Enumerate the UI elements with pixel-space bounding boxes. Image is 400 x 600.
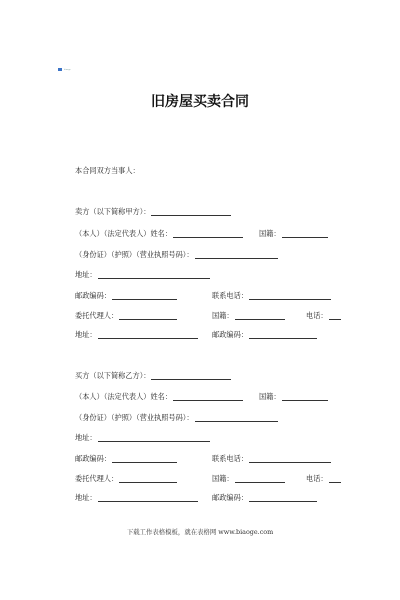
buyer-phone-line [306,474,341,483]
seller-contact-phone-line [212,291,331,300]
seller-agent-label: 委托代理人： [75,311,119,320]
seller-nationality-line [259,229,328,238]
seller-address-line [75,270,210,279]
buyer-postcode-line [75,454,177,463]
buyer-id-label: （身份证）（护照）（营业执照号码）： [75,413,194,422]
buyer-agent-address-label: 地址： [75,493,97,502]
seller-name-line [75,229,243,238]
seller-nationality-field[interactable] [282,230,328,238]
buyer-agent-postcode-label: 邮政编码： [212,493,248,502]
seller-id-line [75,250,278,259]
buyer-agent-postcode-line [212,493,317,502]
seller-agent-nationality-line [212,311,285,320]
buyer-phone-field[interactable] [329,475,341,483]
seller-id-label: （身份证）（护照）（营业执照号码）： [75,250,194,259]
seller-agent-postcode-label: 邮政编码： [212,330,248,339]
buyer-address-field[interactable] [98,434,210,442]
seller-id-field[interactable] [195,251,278,259]
seller-agent-address-field[interactable] [98,331,198,339]
buyer-agent-label: 委托代理人： [75,474,119,483]
buyer-contact-phone-label: 联系电话： [212,454,248,463]
buyer-contact-phone-field[interactable] [249,455,331,463]
seller-agent-postcode-line [212,330,317,339]
buyer-nationality-label: 国籍： [259,392,281,401]
seller-address-label: 地址： [75,270,97,279]
buyer-agent-line [75,474,177,483]
seller-person-name-field[interactable] [173,230,243,238]
buyer-name-label: （本人）（法定代表人）姓名： [75,392,173,401]
seller-agent-address-label: 地址： [75,330,97,339]
seller-agent-field[interactable] [119,312,177,320]
seller-agent-line [75,311,177,320]
buyer-nationality-line [259,392,328,401]
brand-logo [58,68,86,71]
seller-nationality-label: 国籍： [259,229,281,238]
buyer-agent-postcode-field[interactable] [249,494,317,502]
buyer-postcode-label: 邮政编码： [75,454,111,463]
buyer-heading-line [75,371,231,380]
seller-postcode-field[interactable] [112,292,177,300]
buyer-id-field[interactable] [195,414,278,422]
seller-agent-postcode-field[interactable] [249,331,317,339]
logo-text: biaoge [64,68,71,71]
seller-heading-line [75,207,231,216]
buyer-heading: 买方（以下简称乙方）： [75,371,151,380]
buyer-id-line [75,413,278,422]
buyer-address-line [75,433,210,442]
seller-phone-field[interactable] [329,312,341,320]
seller-heading: 卖方（以下简称甲方）： [75,207,151,216]
seller-address-field[interactable] [98,271,210,279]
buyer-agent-nationality-label: 国籍： [212,474,234,483]
seller-postcode-line [75,291,177,300]
seller-postcode-label: 邮政编码： [75,291,111,300]
buyer-contact-phone-line [212,454,331,463]
buyer-person-name-field[interactable] [173,393,243,401]
seller-contact-phone-field[interactable] [249,292,331,300]
buyer-address-label: 地址： [75,433,97,442]
intro-text: 本合同双方当事人： [75,166,140,175]
seller-name-label: （本人）（法定代表人）姓名： [75,229,173,238]
buyer-agent-field[interactable] [119,475,177,483]
footer-note: 下载工作表格模板，就在表格网 www.biaoge.com [126,528,274,536]
seller-agent-nationality-label: 国籍： [212,311,234,320]
seller-phone-line [306,311,341,320]
buyer-postcode-field[interactable] [112,455,177,463]
buyer-name-field[interactable] [151,372,231,380]
buyer-agent-address-line [75,493,198,502]
seller-agent-nationality-field[interactable] [235,312,285,320]
seller-contact-phone-label: 联系电话： [212,291,248,300]
buyer-phone-label: 电话： [306,474,328,483]
buyer-name-line [75,392,243,401]
seller-name-field[interactable] [151,208,231,216]
buyer-agent-address-field[interactable] [98,494,198,502]
buyer-agent-nationality-line [212,474,285,483]
logo-mark-icon [58,68,62,71]
seller-agent-address-line [75,330,198,339]
seller-phone-label: 电话： [306,311,328,320]
buyer-agent-nationality-field[interactable] [235,475,285,483]
buyer-nationality-field[interactable] [282,393,328,401]
document-title: 旧房屋买卖合同 [151,94,249,110]
intro-line [75,166,140,175]
